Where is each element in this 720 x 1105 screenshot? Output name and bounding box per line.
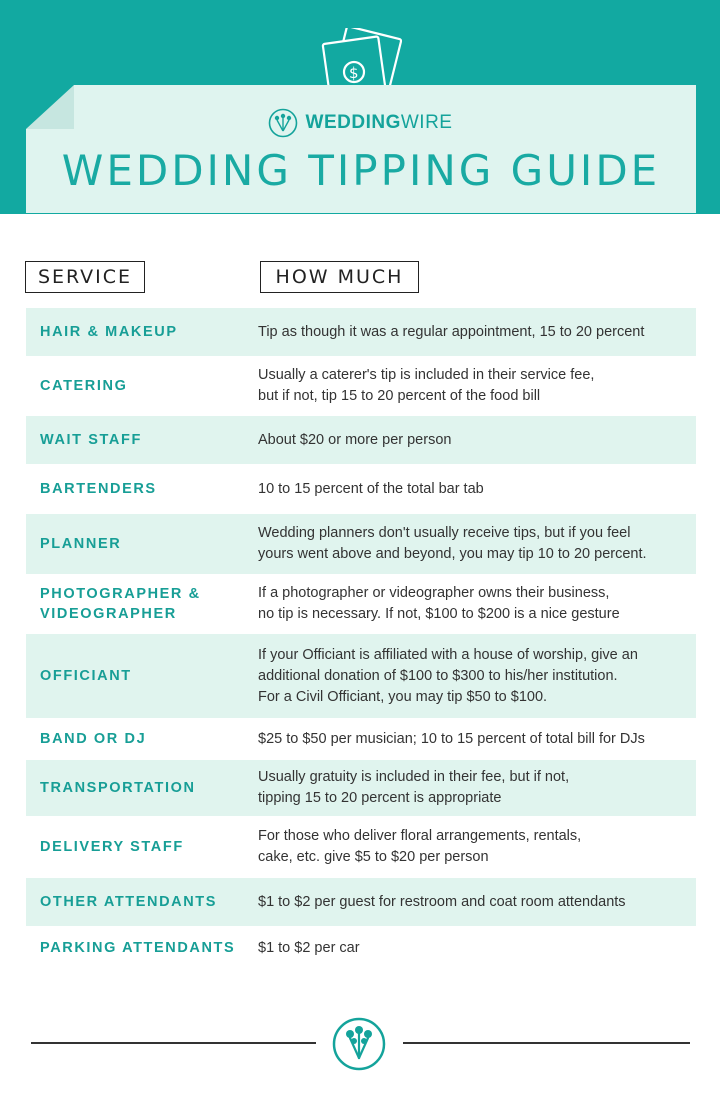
service-name: WAIT STAFF [40, 432, 142, 448]
tip-description: Usually a caterer's tip is included in their service fee, but if not, tip 15 to 20 percent of the food bill [258, 367, 595, 404]
header-how-much: HOW MUCH [260, 261, 419, 293]
money-bills-icon [318, 28, 402, 92]
table-row [26, 308, 696, 356]
table-row [26, 926, 696, 970]
table-row [26, 416, 696, 464]
service-name: BARTENDERS [40, 481, 157, 497]
footer-divider-right [403, 1042, 690, 1044]
table-row [26, 514, 696, 574]
table-row [26, 634, 696, 718]
page-title: WEDDING TIPPING GUIDE [61, 146, 661, 195]
tip-description: $1 to $2 per car [258, 939, 360, 956]
table-row [26, 760, 696, 816]
tip-description: About $20 or more per person [258, 431, 452, 448]
table-row [26, 816, 696, 878]
service-name: PLANNER [40, 536, 122, 552]
svg-text:$: $ [349, 64, 359, 82]
table-row [26, 464, 696, 514]
tip-description: If your Officiant is affiliated with a house of worship, give an additional donation of $100 to $300 to his/her institution. For a Civil Officiant, you may tip $50 to $100. [258, 646, 638, 705]
table-row [26, 574, 696, 634]
tip-description: 10 to 15 percent of the total bar tab [258, 480, 484, 497]
service-name: CATERING [40, 378, 128, 394]
table-row [26, 718, 696, 760]
bouquet-logo-icon [331, 1016, 387, 1072]
service-name: OFFICIANT [40, 668, 132, 684]
tip-description: Wedding planners don't usually receive tips, but if you feel yours went above and beyond, you may tip 10 to 20 percent. [258, 525, 647, 562]
tip-description: If a photographer or videographer owns their business, no tip is necessary. If not, $100 to $200 is a nice gesture [258, 585, 620, 622]
tip-description: $1 to $2 per guest for restroom and coat room attendants [258, 893, 626, 910]
service-name: BAND OR DJ [40, 731, 147, 747]
tip-description: For those who deliver floral arrangements, rentals, cake, etc. give $5 to $20 per person [258, 828, 582, 865]
service-name: DELIVERY STAFF [40, 839, 184, 855]
bouquet-logo-icon [268, 108, 298, 138]
tip-description: Usually gratuity is included in their fee, but if not, tipping 15 to 20 percent is appropriate [258, 769, 570, 806]
brand [0, 108, 720, 138]
header-service: SERVICE [25, 261, 145, 293]
service-name: HAIR & MAKEUP [40, 324, 178, 340]
table-row [26, 356, 696, 416]
service-name: TRANSPORTATION [40, 780, 196, 796]
table-row [26, 878, 696, 926]
service-name: PHOTOGRAPHER & VIDEOGRAPHER [40, 586, 201, 622]
brand-name: WEDDINGWIRE [305, 112, 453, 133]
tip-description: $25 to $50 per musician; 10 to 15 percent of total bill for DJs [258, 730, 645, 747]
tipping-table [26, 308, 696, 970]
tip-description: Tip as though it was a regular appointment, 15 to 20 percent [258, 323, 645, 340]
service-name: OTHER ATTENDANTS [40, 894, 218, 910]
footer-divider-left [31, 1042, 316, 1044]
service-name: PARKING ATTENDANTS [40, 940, 236, 956]
